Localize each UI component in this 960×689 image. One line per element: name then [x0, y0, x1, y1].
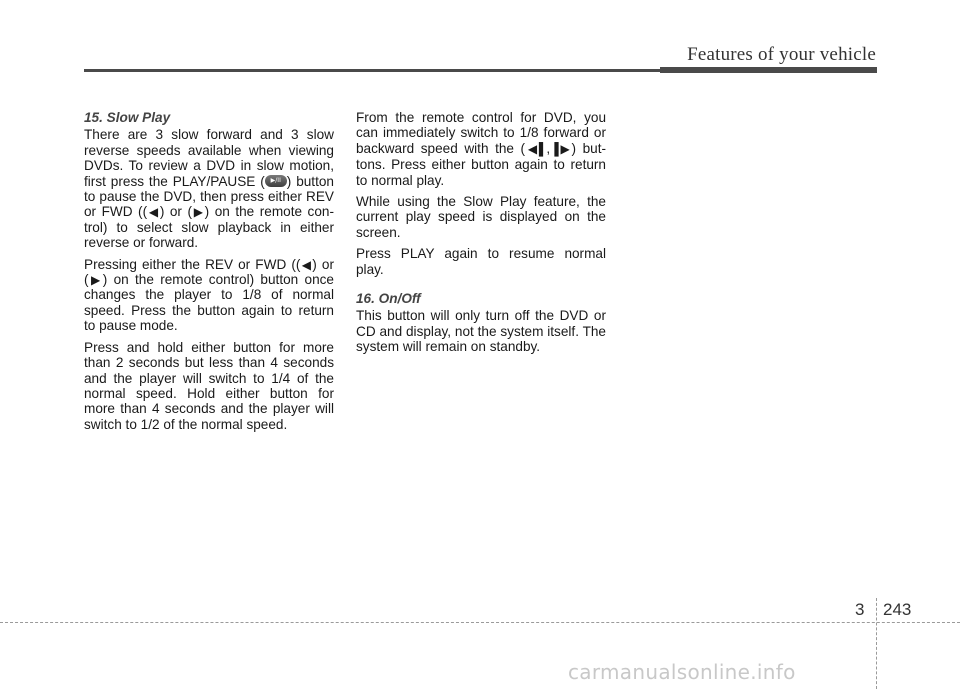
chapter-number: 3: [855, 600, 865, 619]
watermark: carmanualsonline.info: [568, 660, 796, 684]
section-title-slow-play: 15. Slow Play: [84, 110, 171, 125]
left-column: [84, 110, 334, 438]
text-span: ) but-tons. Press either button again to return to normal play.: [356, 140, 607, 188]
slow-rev-icon: ◀▌: [525, 141, 547, 156]
play-pause-icon-label: ▶/II: [270, 176, 281, 184]
text-span: ) or (: [159, 204, 192, 220]
section-title-on-off: 16. On/Off: [356, 291, 421, 307]
paragraph-slow-play-once: [84, 257, 334, 334]
rev-icon: ◀: [300, 257, 313, 272]
paragraph-slow-play-hold: Press and hold either button for more than 2 seconds but less than 4 seconds and the player will switch to 1/4 of the normal speed. Hold either button for more than 4 seconds and the player will switch to 1/2 of the normal speed.: [84, 339, 334, 432]
header-rule-accent: [660, 67, 877, 73]
text-span: Pressing either the REV or FWD ((: [84, 256, 301, 272]
paragraph-remote-control: [356, 110, 606, 188]
text-span: ) button to pause the DVD, then press either REV or FWD ((: [84, 173, 334, 220]
text-span: ) or (: [84, 256, 335, 288]
text-span: There are 3 slow forward and 3 slow reverse speeds available when viewing DVDs. To review a DVD in slow motion, first press the PLAY/PAUSE (: [84, 127, 334, 189]
text-span: ,: [546, 140, 551, 156]
spacer: [356, 283, 606, 291]
text-span: ) on the remote control) button once changes the player to 1/8 of normal speed. Press the button again to return to pause mode.: [84, 272, 334, 334]
fwd-icon: ▶: [191, 205, 205, 220]
slow-fwd-icon: ▐▶: [550, 141, 572, 156]
paragraph-on-off: This button will only turn off the DVD or CD and display, not the system itself. The system will remain on standby.: [356, 308, 606, 355]
footer-divider: [876, 598, 877, 689]
paragraph-play-speed-display: While using the Slow Play feature, the current play speed is displayed on the screen.: [356, 194, 606, 240]
page-number: 243: [883, 600, 912, 619]
header-title: Features of your vehicle: [687, 44, 876, 65]
footer-rule: [0, 622, 960, 623]
paragraph-slow-play-intro: [84, 127, 334, 250]
fwd-icon: ▶: [88, 273, 103, 288]
paragraph-resume-play: Press PLAY again to resume normal play.: [356, 246, 606, 277]
text-span: ) on the remote con-trol) to select slow playback in either reverse or forward.: [84, 204, 334, 251]
text-span: From the remote control for DVD, you can immediately switch to 1/8 forward or backward speed with the (: [356, 110, 606, 156]
rev-icon: ◀: [147, 205, 160, 220]
right-column: [356, 110, 606, 361]
play-pause-icon: [265, 175, 287, 187]
